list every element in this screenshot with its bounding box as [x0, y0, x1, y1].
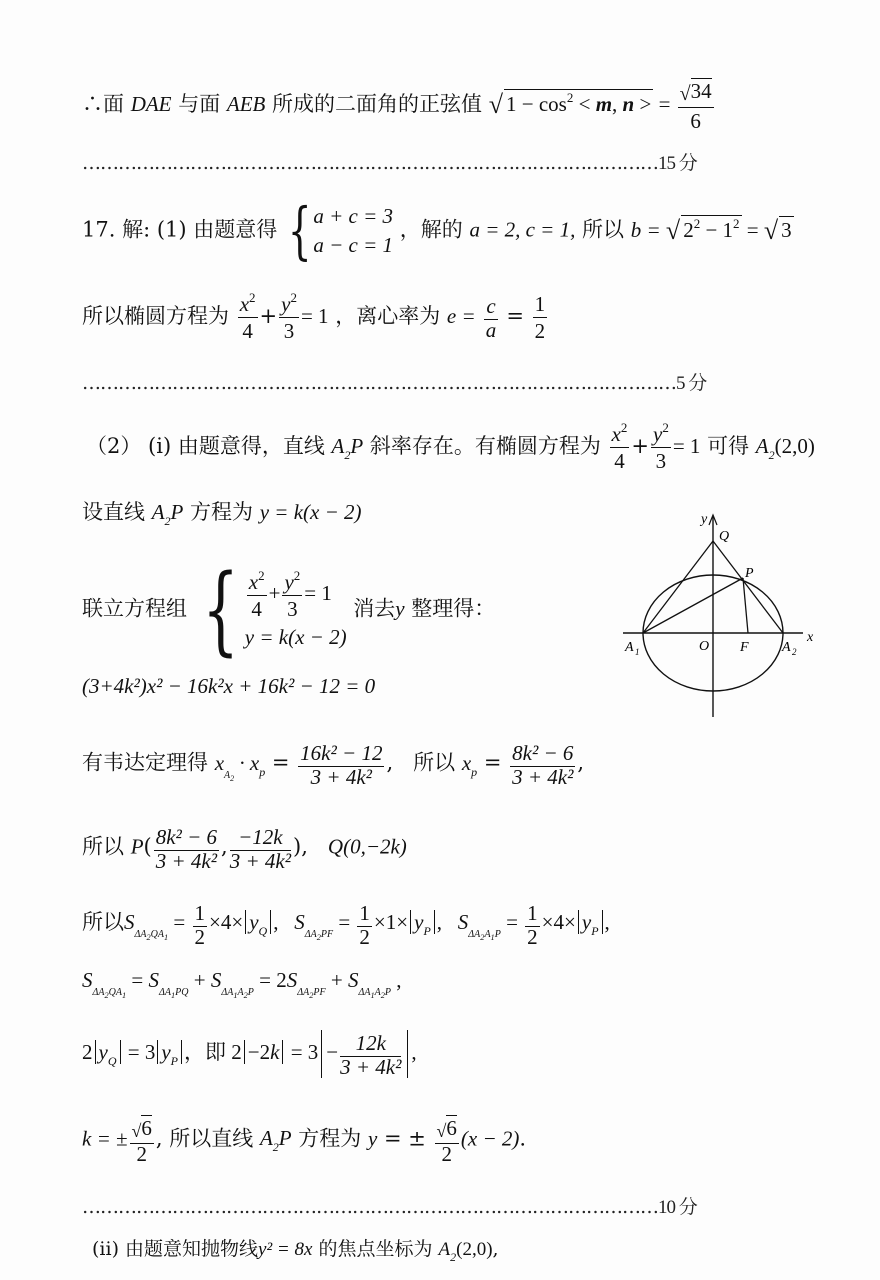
label-x: x: [807, 630, 814, 645]
problem-17-line: 17. 解: (1) 由题意得 { a + c = 3 a − c = 1 ，解的 a = 2, c = 1, 所以 b = √ $2^2 - 1^2$ = √ 3: [82, 194, 792, 267]
label-y: y: [701, 512, 708, 527]
point-p-line: 所以 P( $\frac{\text{8k² − 6}}{\text{3 + 4k²}}$, $\frac{-12k}{\text{3 + 4k²}}$), Q(0,−2k): [82, 825, 407, 874]
label-P: P: [745, 566, 754, 581]
vieta-line: 有韦达定理得 $x_{A_2} \cdot x_p$ = $\frac{\text{16k² − 12}}{\text{3 + 4k²}}$, 所以 $x_p$ = $\frac{\text{8k² − 6}}{\text{3 + 4k²}}$,: [82, 741, 585, 790]
quadratic-equation: (3+4k²)x² − 16k²x + 16k² − 12 = 0: [82, 674, 376, 698]
dihedral-sine-line: ∴面 DAE 与面 AEB 所成的二面角的正弦值 √ $1 - \cos^2 < m$, n > = $\frac{√34}{6}$: [82, 79, 712, 133]
k-value-line: k = ± √6 2, 所以直线 $A_2P$ 方程为 y = ± √6 2(x − 2).: [82, 1116, 527, 1166]
system-of-equations-line: 联立方程组 { $\frac{x^2}{4}$ + $\frac{y^2}{3}$ = 1 y = k(x − 2) 消去y 整理得：: [82, 554, 496, 666]
part-2i-line: （2） (i) 由题意得，直线 $A_2P$ 斜率存在。有椭圆方程为 $\frac{x^2}{4}$ + $\frac{y^2}{3}$ = 1 可得 $A_2(2,0)$: [86, 420, 815, 474]
area-formulas-line: 所以$S_{\Delta A_2QA_1}$ = 1 $2\times 4\times y_Q$ , $S_{\Delta A_2PF}$ = 1 $2\times 1\times y_P$ , $S_{\Delta A_2A_1P}$ = 1 $2\times 4\times y_P$ ,: [82, 901, 610, 950]
abs-value-equation: 2 $y_Q = 3$ $y_P$ ，即 2 −2k = 3 − $\frac{12k}{\text{3 + 4k²}}$ ,: [82, 1031, 417, 1080]
label-A1-sub: 1: [635, 647, 640, 657]
part-2ii-line: (ii) 由题意知抛物线y² = 8x 的焦点坐标为 $A_2(2,0)$,: [92, 1238, 499, 1264]
label-A1: A: [625, 640, 634, 655]
score-line-15: ……………………………………………………………………………………15 分: [82, 152, 697, 174]
ellipse-figure: [615, 505, 825, 720]
score-line-5: ………………………………………………………………………………………5 分: [82, 372, 707, 394]
score-line-10: ……………………………………………………………………………………10 分: [82, 1196, 697, 1218]
line-a2p-equation: 设直线 $A_2P$ 方程为 y = k(x − 2): [82, 500, 362, 528]
label-O: O: [699, 639, 710, 654]
label-A2: A: [782, 640, 791, 655]
ellipse-equation-line: 所以椭圆方程为 $\frac{x^2}{4}$ + $\frac{y^2}{3}$ = 1 ，离心率为 e = $\frac{c}{a}$ = $\frac{1}{2}$: [82, 290, 546, 344]
label-F: F: [740, 640, 749, 655]
label-A2-sub: 2: [792, 647, 797, 657]
label-Q: Q: [719, 529, 730, 544]
area-relation-line: $S_{\Delta A_2QA_1} = S_{\Delta A_1PQ} + S_{\Delta A_1A_2P} = 2S_{\Delta A_2PF} + S_{\Delta A_1A_2P}$ ,: [82, 968, 402, 1000]
